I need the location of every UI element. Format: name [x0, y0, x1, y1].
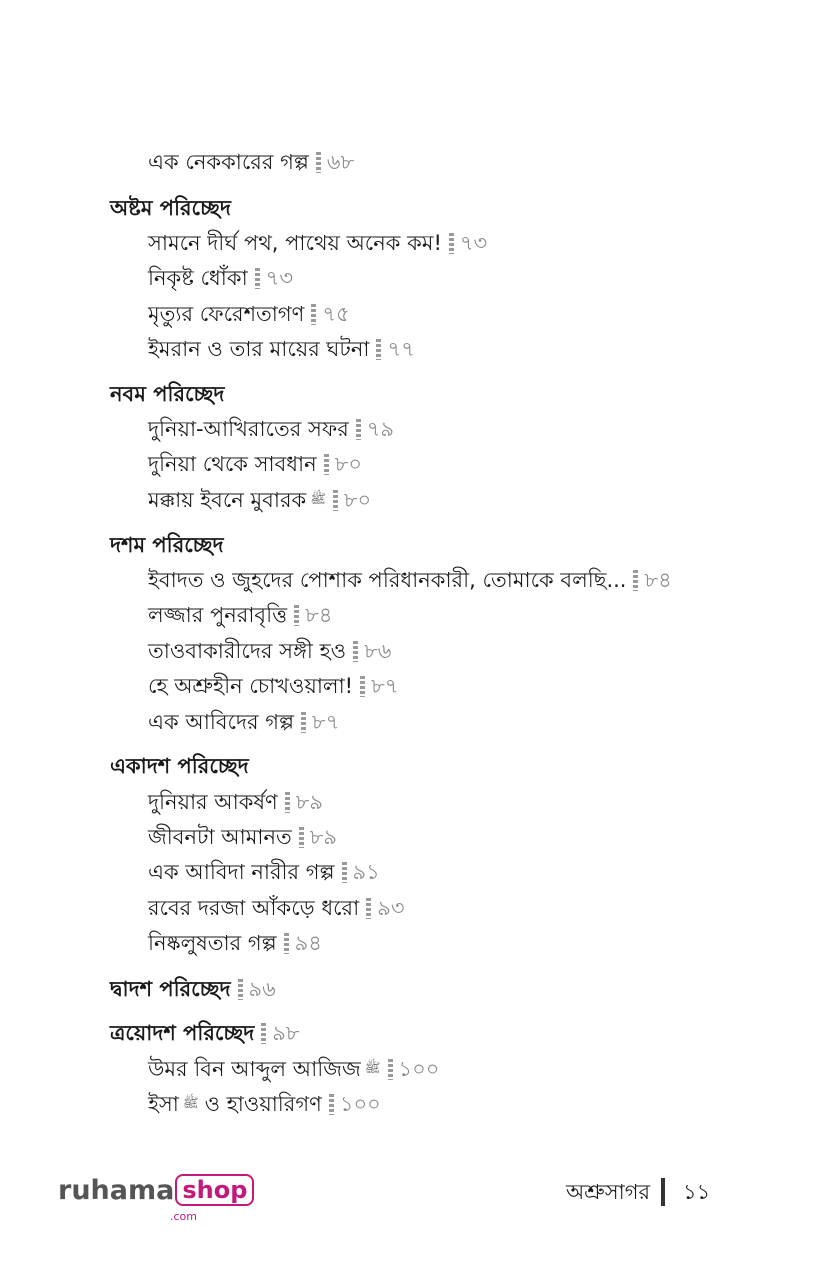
separator-icon: [360, 676, 365, 697]
running-book-title: অশ্রুসাগর: [566, 1180, 651, 1204]
ruhama-shop-logo: [58, 1174, 254, 1223]
toc-entry: [148, 895, 404, 921]
folio-page-number: ১১: [683, 1180, 711, 1204]
entry-title: মৃত্যুর ফেরেশতাগণ: [148, 302, 305, 326]
separator-icon: [316, 152, 321, 173]
entry-title-suffix: ও হাওয়ারিগণ: [204, 1092, 322, 1116]
entry-title: ইসা: [148, 1092, 179, 1116]
toc-entry: [148, 1056, 439, 1082]
separator-icon: [255, 268, 260, 289]
entry-title: লজ্জার পুনরাবৃত্তি: [148, 603, 288, 627]
separator-icon: [238, 979, 243, 1000]
separator-icon: [329, 1094, 334, 1115]
page-number: ৭৯: [366, 417, 395, 441]
page-number: ৮৯: [309, 825, 338, 849]
separator-icon: [376, 339, 381, 360]
page-number: ৭৭: [387, 337, 415, 361]
entry-title: নিকৃষ্ট ধোঁকা: [148, 266, 248, 290]
logo-com-text: .com: [170, 1210, 197, 1223]
chapter-heading: [110, 976, 276, 1002]
chapter-heading: দশম পরিচ্ছেদ: [110, 533, 224, 557]
honorific-icon: ﷺ: [310, 492, 326, 507]
entry-title: দুনিয়ার আকর্ষণ: [148, 790, 278, 814]
logo-shop-badge: shop: [175, 1174, 254, 1206]
page-number: ৭৩: [265, 266, 293, 290]
page-number: ৯৮: [272, 1021, 300, 1045]
separator-icon: [388, 1059, 393, 1080]
honorific-icon: ﷺ: [182, 1096, 199, 1111]
page-number: ৮০: [334, 452, 362, 476]
separator-icon: [261, 1023, 266, 1044]
separator-icon: [294, 605, 299, 626]
separator-icon: [324, 454, 329, 475]
page-number: ৯১: [352, 860, 380, 884]
page-number: ৯৪: [294, 931, 322, 955]
entry-title: দুনিয়া-আখিরাতের সফর: [148, 417, 349, 441]
toc-entry: [148, 789, 323, 815]
page-number: ৯৬: [248, 977, 276, 1001]
page-number: ৭৫: [322, 302, 350, 326]
honorific-icon: ﷺ: [364, 1061, 381, 1076]
page-number: ৮৯: [295, 790, 323, 814]
entry-title: দুনিয়া থেকে সাবধান: [148, 452, 317, 476]
page-number: ৯৩: [377, 896, 405, 920]
entry-title: ইমরান ও তার মায়ের ঘটনা: [148, 337, 370, 361]
separator-icon: [366, 898, 371, 919]
entry-title: সামনে দীর্ঘ পথ, পাথেয় অনেক কম!: [148, 231, 442, 255]
page-number: ১০০: [398, 1057, 440, 1081]
separator-icon: [285, 792, 290, 813]
page-number: ৮৪: [644, 568, 672, 592]
separator-icon: [311, 304, 316, 325]
page-number: ৮৪: [305, 603, 333, 627]
toc-entry: [148, 567, 672, 593]
entry-title: মক্কায় ইবনে মুবারক: [148, 488, 307, 512]
separator-icon: [633, 570, 638, 591]
heading-title: ত্রয়োদশ পরিচ্ছেদ: [110, 1021, 255, 1045]
heading-title: দ্বাদশ পরিচ্ছেদ: [110, 977, 231, 1001]
separator-icon: [356, 419, 361, 440]
chapter-heading: একাদশ পরিচ্ছেদ: [110, 754, 249, 778]
chapter-heading: অষ্টম পরিচ্ছেদ: [110, 196, 231, 220]
page-number: ৮০: [343, 488, 372, 512]
toc-entry: [148, 301, 350, 327]
toc-entry: [148, 336, 415, 362]
toc-entry: [148, 265, 293, 291]
toc-entry: [148, 451, 362, 477]
entry-title: রবের দরজা আঁকড়ে ধরো: [148, 896, 360, 920]
page-number: ৮৭: [371, 674, 399, 698]
separator-icon: [299, 827, 304, 848]
separator-icon: [284, 933, 289, 954]
toc-entry: [148, 416, 394, 442]
chapter-heading: [110, 1020, 300, 1046]
toc-entry: [148, 149, 354, 175]
toc-entry: [148, 638, 391, 664]
page-number: ৭৩: [459, 231, 488, 255]
page-number: ৬৮: [326, 150, 355, 174]
toc-entry: [148, 673, 398, 699]
separator-icon: [342, 862, 347, 883]
entry-title: ইবাদত ও জুহদের পোশাক পরিধানকারী, তোমাকে বলছি...: [148, 568, 627, 592]
page-number: ৮৬: [364, 639, 392, 663]
toc-entry: [148, 1091, 381, 1117]
toc-entry: [148, 824, 337, 850]
toc-entry: [148, 930, 322, 956]
separator-icon: [301, 712, 306, 733]
toc-entry: [148, 859, 380, 885]
toc-entry: [148, 709, 339, 735]
footer-divider: [661, 1178, 665, 1206]
entry-title: হে অশ্রুহীন চোখওয়ালা!: [148, 674, 354, 698]
entry-title: এক নেককারের গল্প: [148, 150, 309, 174]
separator-icon: [333, 490, 338, 511]
entry-title: নিষ্কলুষতার গল্প: [148, 931, 277, 955]
toc-entry: [148, 602, 332, 628]
entry-title: উমর বিন আব্দুল আজিজ: [148, 1057, 361, 1081]
entry-title: তাওবাকারীদের সঙ্গী হও: [148, 639, 347, 663]
toc-entry: [148, 230, 487, 256]
toc-entry: [148, 487, 371, 513]
page-number: ১০০: [339, 1092, 381, 1116]
entry-title: এক আবিদের গল্প: [148, 710, 294, 734]
chapter-heading: নবম পরিচ্ছেদ: [110, 382, 225, 406]
entry-title: এক আবিদা নারীর গল্প: [148, 860, 335, 884]
separator-icon: [353, 641, 358, 662]
page-number: ৮৭: [312, 710, 340, 734]
logo-ruhama-text: ruhama: [58, 1175, 175, 1206]
separator-icon: [449, 233, 454, 254]
entry-title: জীবনটা আমানত: [148, 825, 292, 849]
